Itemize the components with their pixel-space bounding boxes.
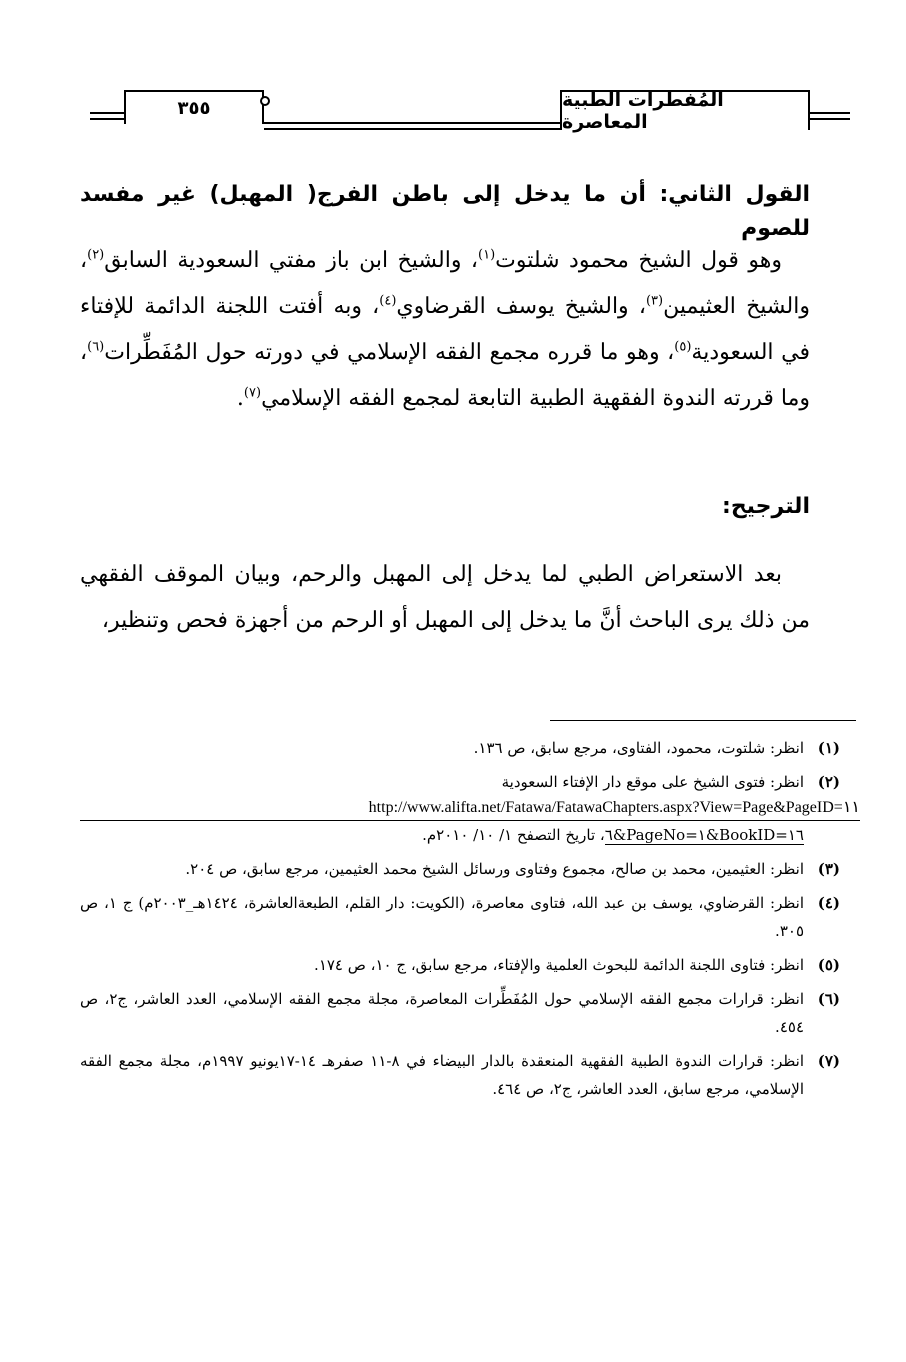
para1-text-2: ، والشيخ ابن باز مفتي السعودية السابق [104, 248, 479, 273]
footnote-text: انظر: فتوى الشيخ على موقع دار الإفتاء السعودية [501, 773, 804, 791]
header-rule-left-2 [90, 118, 124, 120]
footnote-ref-5[interactable]: (٥) [674, 339, 692, 355]
footnote-text: انظر: القرضاوي، يوسف بن عبد الله، فتاوى معاصرة، (الكويت: دار القلم، الطبعةالعاشرة، ١٤٢٤هـ_٢٠٠٣م) ج ١، ص ٣٠٥. [80, 894, 804, 940]
para1-text-6: ، وهو ما قرره مجمع الفقه الإسلامي في دورته حول المُفَطِّرات [104, 340, 675, 365]
footnote-1 [80, 734, 840, 762]
footnote-ref-4[interactable]: (٤) [379, 293, 397, 309]
header-rule-left [90, 112, 124, 114]
footnote-text: انظر: فتاوى اللجنة الدائمة للبحوث العلمية والإفتاء، مرجع سابق، ج ١٠، ص ١٧٤. [314, 956, 804, 974]
header-rule-right-2 [810, 118, 850, 120]
footnote-ref-3[interactable]: (٣) [645, 293, 664, 309]
footnote-separator [550, 720, 856, 721]
footnote-ref-7[interactable]: (٧) [243, 385, 262, 401]
footnote-2-url-tail [80, 821, 840, 849]
footnote-number: (٦) [817, 990, 840, 1008]
footnote-4 [80, 889, 840, 945]
para1-text-4: ، والشيخ يوسف القرضاوي [396, 294, 646, 319]
header-rule-middle-2 [264, 128, 560, 130]
footnote-5 [80, 951, 840, 979]
para1-text-7: ، وما قررته الندوة الفقهية الطبية التابعة لمجمع الفقه الإسلامي [80, 340, 810, 411]
footnote-2-url-tail-link[interactable]: ٦&PageNo=١&BookID=١٦ [604, 826, 804, 844]
paragraph-second-opinion [80, 238, 810, 422]
footnote-ref-6[interactable]: (٦) [87, 339, 105, 355]
footnote-ref-2[interactable]: (٢) [87, 247, 105, 263]
footnote-2-url[interactable]: http://www.alifta.net/Fatawa/FatawaChapters.aspx?View=Page&PageID=١١ [80, 796, 860, 821]
footnote-number: (٤) [817, 894, 840, 912]
para1-text-1: وهو قول الشيخ محمود شلتوت [495, 248, 782, 273]
footnote-2 [80, 768, 840, 796]
footnote-3 [80, 855, 840, 883]
paragraph-preference: بعد الاستعراض الطبي لما يدخل إلى المهبل والرحم، وبيان الموقف الفقهي من ذلك يرى الباحث أنَّ ما يدخل إلى المهبل أو الرحم من أجهزة فحص وتنظير، [80, 562, 810, 633]
page-header [90, 90, 850, 140]
header-rule-right [810, 112, 850, 114]
footnote-text: انظر: شلتوت، محمود، الفتاوى، مرجع سابق، ص ١٣٦. [473, 739, 804, 757]
footnote-text: انظر: قرارات الندوة الطبية الفقهية المنعقدة بالدار البيضاء في ٨-١١ صفرهـ ١٤-١٧يونيو ١٩٩٧م، مجلة مجمع الفقه الإسلامي، مرجع سابق، العدد العاشر، ج٢، ص ٤٦٤. [80, 1052, 804, 1098]
footnote-2-access-date: ، تاريخ التصفح ١/ ١٠/ ٢٠١٠م. [422, 826, 605, 844]
footnote-text: انظر: قرارات مجمع الفقه الإسلامي حول المُفَطِّرات المعاصرة، مجلة مجمع الفقه الإسلامي، العدد العاشر، ج٢، ص ٤٥٤. [80, 990, 805, 1036]
footnote-7 [80, 1047, 840, 1103]
footnote-text: انظر: العثيمين، محمد بن صالح، مجموع وفتاوى ورسائل الشيخ محمد العثيمين، مرجع سابق، ص ٢٠٤. [185, 860, 804, 878]
header-rule-middle [264, 122, 560, 124]
footnote-number: (٥) [817, 956, 840, 974]
section-heading-preference: الترجيح: [722, 494, 810, 519]
footnote-6 [80, 985, 840, 1041]
para1-text-8: . [236, 386, 244, 411]
footnote-number: (١) [817, 739, 840, 757]
para1-text-5: ، وبه أفتت اللجنة الدائمة للإفتاء في السعودية [80, 294, 810, 365]
page-number: ٣٥٥ [124, 90, 264, 124]
section-heading-second-opinion: القول الثاني: أن ما يدخل إلى باطن الفرج( المهبل) غير مفسد للصوم [80, 182, 810, 241]
footnote-number: (٢) [817, 773, 840, 791]
para1-text-3: ، والشيخ العثيمين [80, 248, 811, 319]
footnotes-section [80, 734, 860, 1109]
footnote-number: (٣) [817, 860, 840, 878]
footnote-number: (٧) [817, 1052, 840, 1070]
footnote-ref-1[interactable]: (١) [478, 247, 496, 263]
book-title: المُفطرات الطبية المعاصرة [560, 90, 810, 130]
